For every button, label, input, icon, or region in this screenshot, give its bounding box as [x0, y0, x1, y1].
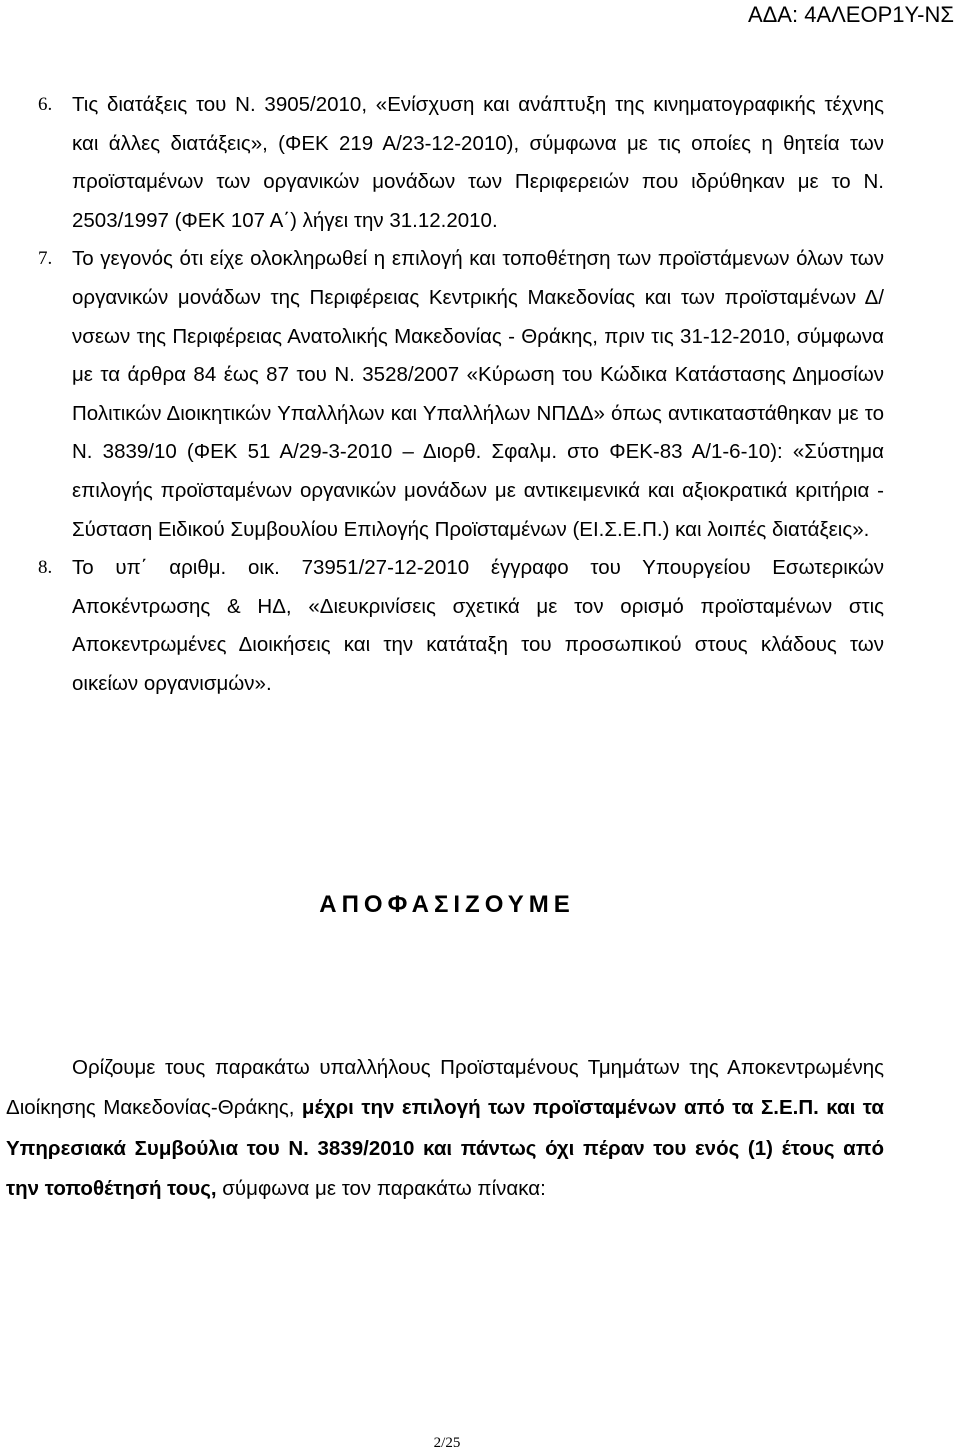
decision-bold-clause: μέχρι την επιλογή των προϊσταμένων από τα Σ.Ε.Π. και τα Υπηρεσιακά Συμβούλια του Ν. 3839/2010 και πάντως όχι πέραν του ενός (1) έτους από την τοποθέτησή τους,	[6, 1096, 884, 1200]
list-item-number: 8.	[38, 557, 53, 579]
considerations-list	[0, 86, 960, 704]
page-number: 2/25	[433, 1435, 461, 1451]
decision-paragraph	[6, 1048, 884, 1210]
list-item-number: 7.	[38, 248, 53, 270]
list-item	[0, 86, 960, 240]
list-item-text: Το υπ΄ αριθμ. οικ. 73951/27-12-2010 έγγραφο του Υπουργείου Εσωτερικών Αποκέντρωσης & ΗΔ, «Διευκρινίσεις σχετικά με τον ορισμό προϊσταμένων στις Αποκεντρωμένες Διοικήσεις και την κατάταξη του προσωπικού στους κλάδους των οικείων οργανισμών».	[72, 556, 884, 695]
list-item	[0, 240, 960, 549]
decision-outro: σύμφωνα με τον παρακάτω πίνακα:	[222, 1177, 546, 1200]
decision-intro: Ορίζουμε τους παρακάτω υπαλλήλους Προϊσταμένους Τμημάτων της Αποκεντρωμένης Διοίκησης Μακεδονίας-Θράκης,	[6, 1055, 884, 1119]
decision-heading: ΑΠΟΦΑΣΙΖΟΥΜΕ	[319, 891, 575, 918]
list-item-text: Το γεγονός ότι είχε ολοκληρωθεί η επιλογή και τοποθέτηση των προϊστάμενων όλων των οργανικών μονάδων της Περιφέρειας Κεντρικής Μακεδονίας και των προϊσταμένων Δ/νσεων της Περιφέρειας Ανατολικής Μακεδονίας - Θράκης, πριν τις 31-12-2010, σύμφωνα με τα άρθρα 84 έως 87 του Ν. 3528/2007 «Κύρωση του Κώδικα Κατάστασης Δημοσίων Πολιτικών Διοικητικών Υπαλλήλων και Υπαλλήλων ΝΠΔΔ» όπως αντικαταστάθηκαν με το Ν. 3839/10 (ΦΕΚ 51 Α/29-3-2010 – Διορθ. Σφαλμ. στο ΦΕΚ-83 Α/1-6-10): «Σύστημα επιλογής προϊσταμένων οργανικών μονάδων με αντικειμενικά και αξιοκρατικά κριτήρια - Σύσταση Ειδικού Συμβουλίου Επιλογής Προϊσταμένων (ΕΙ.Σ.Ε.Π.) και λοιπές διατάξεις».	[72, 247, 884, 541]
list-item-text: Τις διατάξεις του Ν. 3905/2010, «Ενίσχυση και ανάπτυξη της κινηματογραφικής τέχνης και άλλες διατάξεις», (ΦΕΚ 219 Α/23-12-2010), σύμφωνα με τις οποίες η θητεία των προϊσταμένων των οργανικών μονάδων των Περιφερειών που ιδρύθηκαν με το Ν. 2503/1997 (ΦΕΚ 107 Α΄) λήγει την 31.12.2010.	[72, 93, 884, 232]
document-code: ΑΔΑ: 4ΑΛΕΟΡ1Υ-ΝΣ	[747, 2, 954, 27]
list-item	[0, 549, 960, 703]
list-item-number: 6.	[38, 94, 53, 115]
